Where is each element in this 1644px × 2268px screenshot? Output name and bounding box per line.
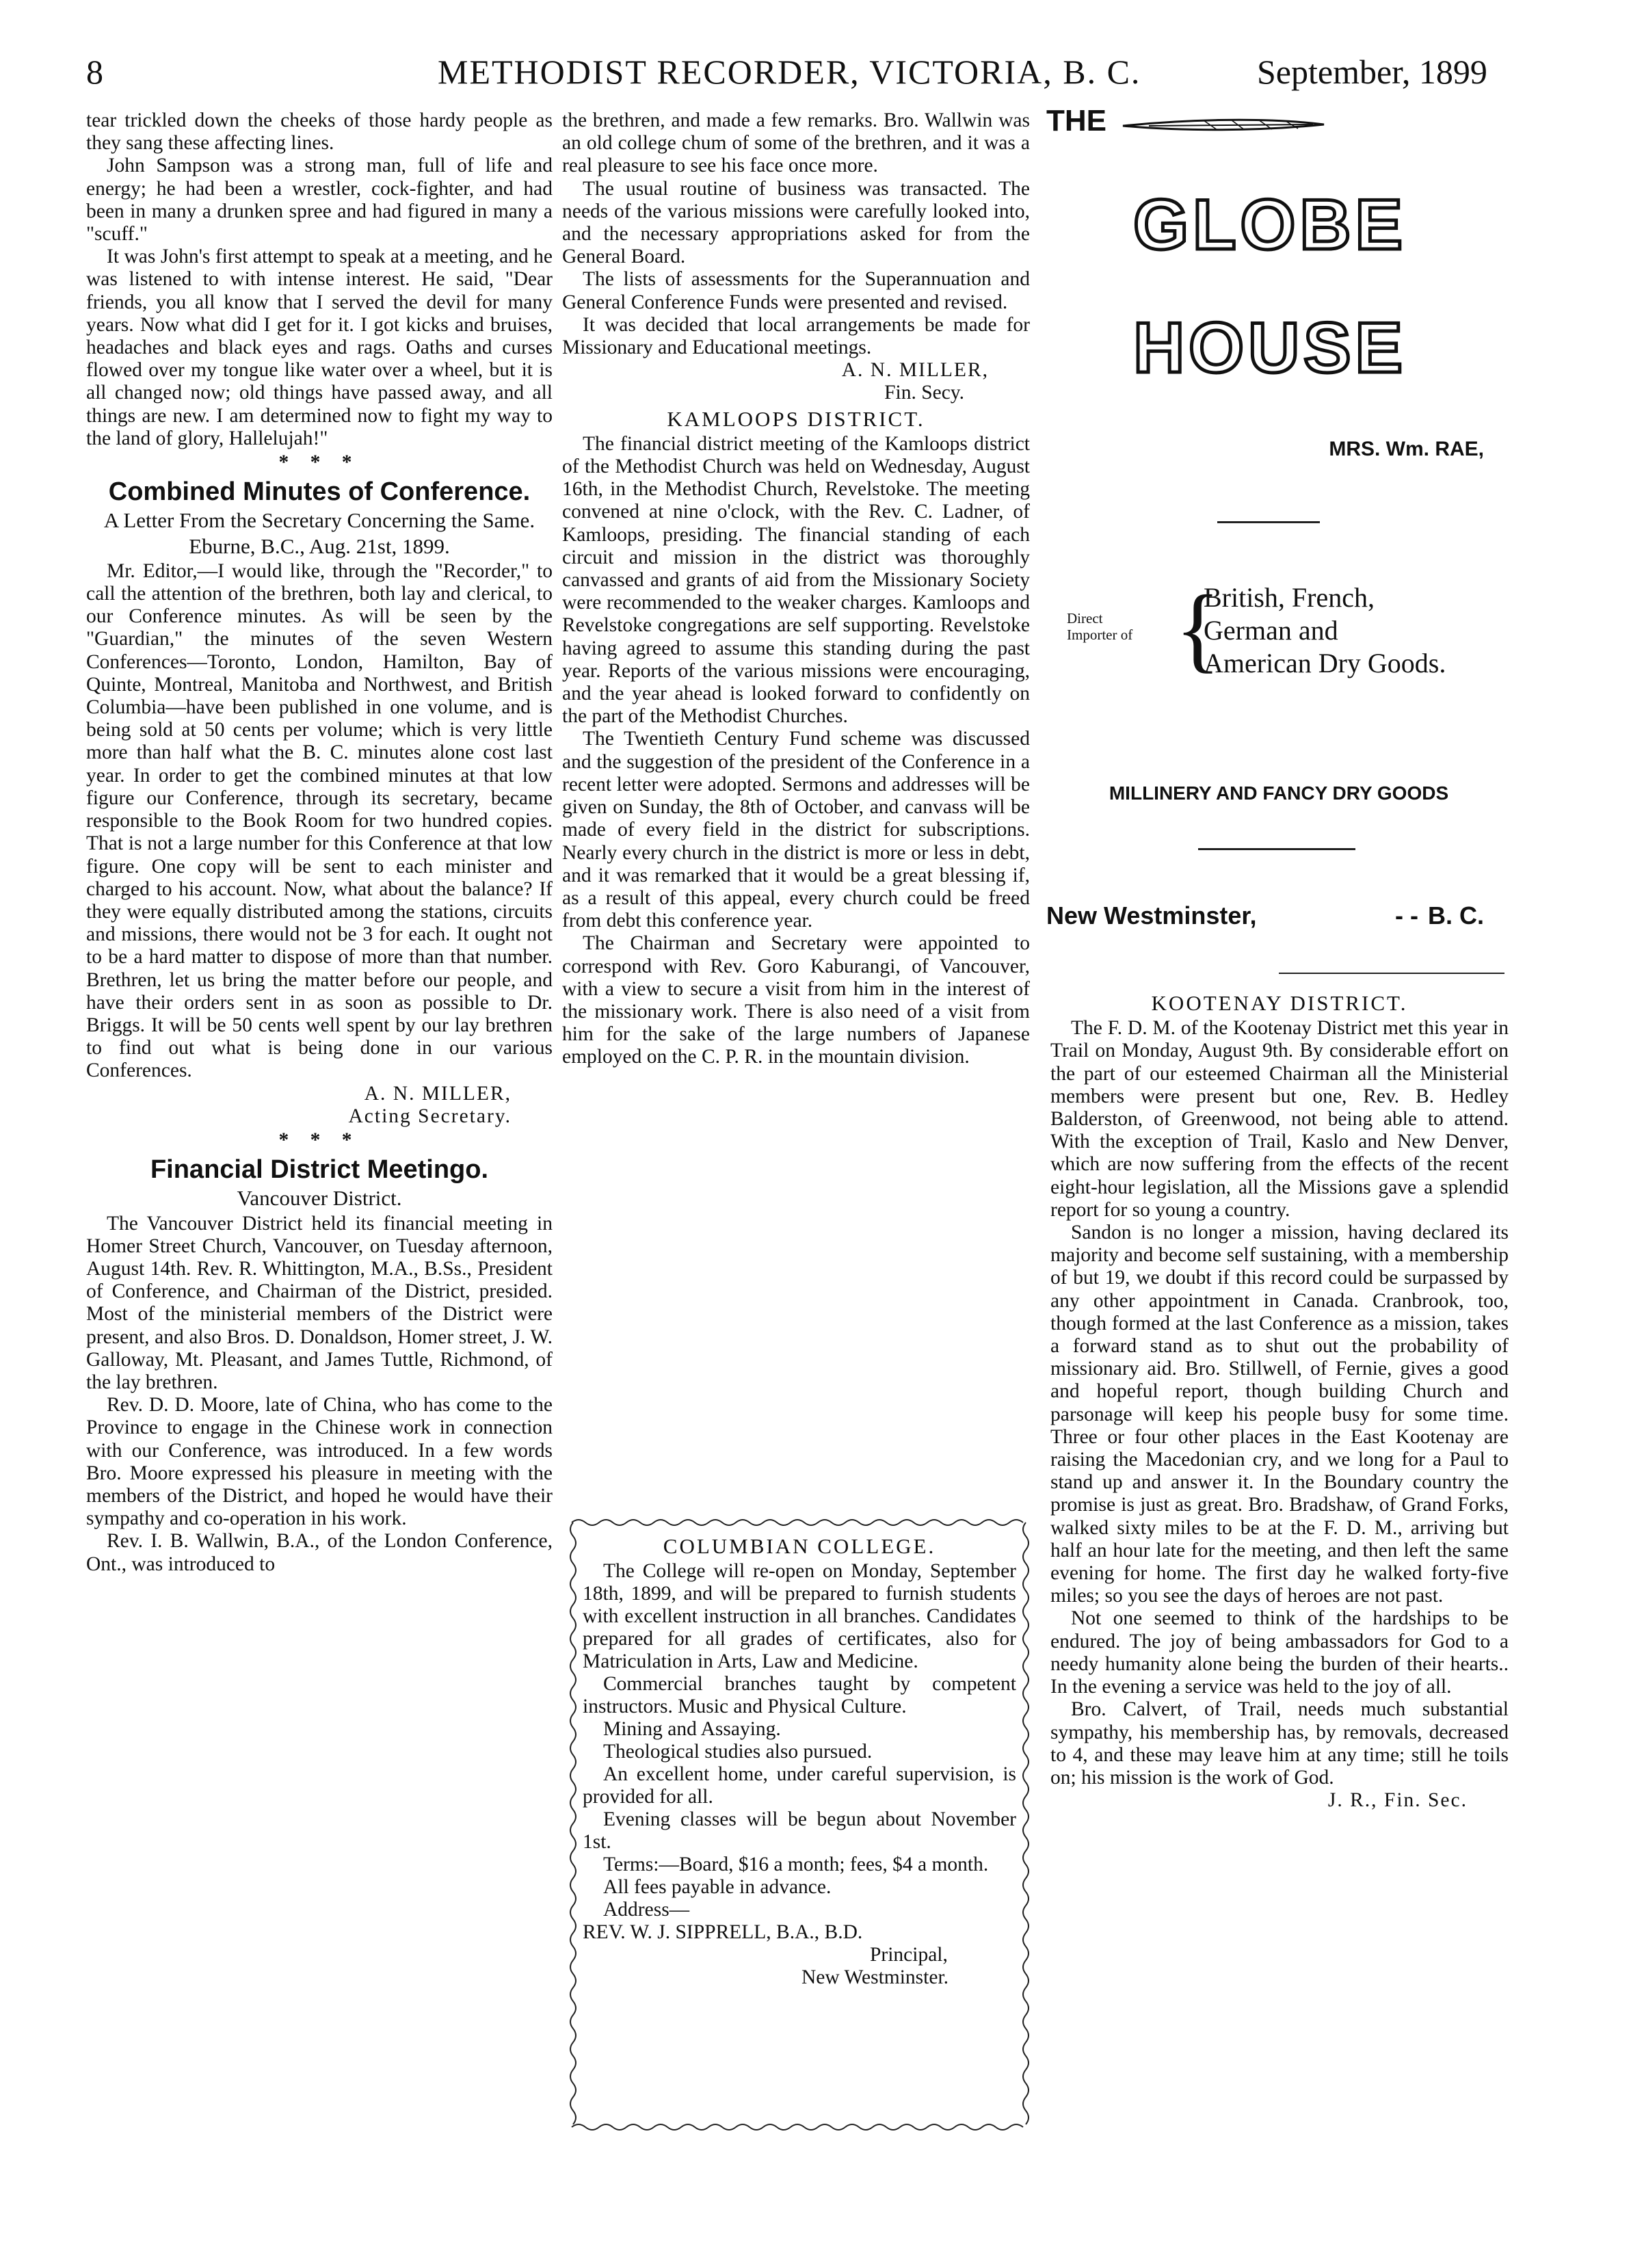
letter-dateline: Eburne, B.C., Aug. 21st, 1899. xyxy=(189,533,450,558)
paragraph: All fees payable in advance. xyxy=(603,1876,832,1898)
college-notice-box xyxy=(568,1517,1031,2133)
ad-the-label: THE xyxy=(1046,104,1106,137)
paragraph: The College will re-open on Monday, September 18th, 1899, and will be prepared to furnish students with excellent instruction in all branches. Candidates prepared for all grades of certificates, also for Matriculation in Arts, Law and Medicine. xyxy=(583,1560,1016,1672)
article-heading-financial-district: Financial District Meetingo. xyxy=(150,1155,489,1185)
divider-rule xyxy=(1279,973,1504,974)
paragraph: the brethren, and made a few remarks. Bro. Wallwin was an old college chum of some of the brethren, and it was a real pleasure to see his face once more. xyxy=(562,109,1030,177)
paragraph: tear trickled down the cheeks of those hardy people as they sang these affecting lines. xyxy=(86,109,553,155)
ad-millinery-line: MILLINERY AND FANCY DRY GOODS xyxy=(1109,782,1449,804)
ad-goods-line: British, French, xyxy=(1204,582,1375,613)
district-subheading: Vancouver District. xyxy=(237,1186,402,1211)
paragraph: It was decided that local arrangements be made for Missionary and Educational meetings. xyxy=(562,313,1030,359)
paragraph: Commercial branches taught by competent instructors. Music and Physical Culture. xyxy=(583,1673,1016,1717)
district-heading-kootenay: KOOTENAY DISTRICT. xyxy=(1151,991,1408,1015)
ad-direct-importer-label xyxy=(1067,610,1132,643)
paragraph: Rev. I. B. Wallwin, B.A., of the London Conference, Ont., was introduced to xyxy=(86,1530,553,1575)
paragraph: Mining and Assaying. xyxy=(603,1718,781,1740)
divider-rule xyxy=(1198,848,1355,850)
college-signature-place: New Westminster. xyxy=(801,1966,949,1988)
globe-house-advertisement xyxy=(1046,103,1511,985)
ad-proprietor: MRS. Wm. RAE, xyxy=(1329,438,1484,460)
paragraph: Address— xyxy=(603,1899,690,1921)
signature-name: A. N. MILLER, xyxy=(364,1082,512,1105)
paragraph: The lists of assessments for the Superannuation and General Conference Funds were presented and revised. xyxy=(562,268,1030,313)
column-right xyxy=(1050,989,1509,1812)
paragraph: Terms:—Board, $16 a month; fees, $4 a month. xyxy=(603,1854,989,1875)
feather-quill-icon xyxy=(1122,114,1327,138)
paragraph: The usual routine of business was transacted. The needs of the various missions were carefully looked into, and the necessary appropriations asked for from the General Board. xyxy=(562,177,1030,268)
paragraph: The Vancouver District held its financial meeting in Homer Street Church, Vancouver, on Tuesday afternoon, August 14th. Rev. R. Whittington, M.A., B.Ss., President of Conference, and Chairman of the District, presided. Most of the ministerial members of the District were present, and also Bros. D. Donaldson, Homer street, J. W. Galloway, Mt. Pleasant, and James Tuttle, Richmond, of the lay brethren. xyxy=(86,1212,553,1393)
paragraph: Mr. Editor,—I would like, through the "Recorder," to call the attention of the brethren, both lay and clerical, to our Conference minutes. As will be seen by the "Guardian," the minutes of the seven Western Conferences—Toronto, London, Hamilton, Bay of Quinte, Montreal, Manitoba and Northwest, and British Columbia—have been published in one volume, and is being sold at 50 cents per volume; which is very little more than half what the B. C. minutes alone cost last year. In order to get the combined minutes at that low figure our Conference, through its secretary, became responsible to the Book Room for two hundred copies. That is not a large number for this Conference at that low figure. One copy will be sent to each minister and charged to his account. Now, what about the balance? If they were equally distributed among the stations, circuits and missions, there would not be 3 for each. It ought not to be a hard matter to dispose of more than that number. Brethren, let us bring the matter before our people, and have their orders sent in as soon as possible to Dr. Briggs. It will be 50 cents well spent by our lay brethren to find out what is being done in our various Conferences. xyxy=(86,559,553,1082)
section-divider-stars: * * * xyxy=(278,451,360,474)
divider-rule xyxy=(1217,521,1320,523)
ad-direct-label: Direct xyxy=(1067,610,1103,627)
ad-importer-label: Importer of xyxy=(1067,627,1133,643)
paragraph: The F. D. M. of the Kootenay District met this year in Trail on Monday, August 9th. By considerable effort on the part of our esteemed Chairman all the Ministerial members were present but one, Rev. B. Hedley Balderston, of Greenwood, not being able to attend. With the exception of Trail, Kaslo and New Denver, which are now suffering from the effects of the recent eight-hour legislation, all the Missions gave a splendid report for so young a country. xyxy=(1050,1017,1509,1221)
article-subheading: A Letter From the Secretary Concerning the Same. xyxy=(103,508,535,533)
brace-symbol: { xyxy=(1175,576,1221,682)
paragraph: Theological studies also pursued. xyxy=(603,1741,873,1763)
paragraph: The Chairman and Secretary were appointed to correspond with Rev. Goro Kaburangi, of Vancouver, with a view to secure a visit from him in the interest of the missionary work. There is also need of a visit from him for the sake of the large numbers of Japanese employed on the C. P. R. in the mountain division. xyxy=(562,932,1030,1068)
paragraph: Bro. Calvert, of Trail, needs much substantial sympathy, his membership has, by removals, decreased to 4, and these may leave him at any time; still he toils on; his mission is the work of God. xyxy=(1050,1698,1509,1789)
ad-goods-line: American Dry Goods. xyxy=(1204,648,1446,678)
article-heading-combined-minutes: Combined Minutes of Conference. xyxy=(108,477,531,507)
college-signature-name: REV. W. J. SIPPRELL, B.A., B.D. xyxy=(583,1921,863,1943)
signature: J. R., Fin. Sec. xyxy=(1327,1789,1468,1812)
district-heading-kamloops: KAMLOOPS DISTRICT. xyxy=(667,406,925,431)
masthead-title: METHODIST RECORDER, VICTORIA, B. C. xyxy=(438,53,1141,91)
ad-goods-list xyxy=(1204,581,1446,680)
paragraph: Sandon is no longer a mission, having declared its majority and become self sustaining, with a membership of but 19, we doubt if this record could be surpassed by any other appointment in Canada. Cranbrook, too, though formed at the last Conference as a mission, takes a forward stand as to shut out the probability of missionary aid. Bro. Stillwell, of Fernie, gives a good and hopeful report, though building Church and parsonage will keep his people busy for some time. Three or four other places in the East Kootenay are raising the Macedonian cry, and we long for a Paul to stand up and answer it. In the Boundary country the promise is just as great. Bro. Bradshaw, of Grand Forks, walked sixty miles to be at the F. D. M., arriving but half an hour late for the meeting, and then left the same evening for home. The first day he walked forty-five miles; so you see the days of heroes are not past. xyxy=(1050,1222,1509,1607)
ad-globe-wordmark: GLOBE xyxy=(1133,185,1407,265)
ad-goods-line: German and xyxy=(1204,615,1338,646)
ad-house-wordmark: HOUSE xyxy=(1133,308,1407,388)
column-left xyxy=(86,109,553,1576)
section-divider-stars: * * * xyxy=(278,1129,360,1151)
signature-title: Acting Secretary. xyxy=(348,1105,512,1127)
paragraph: Rev. D. D. Moore, late of China, who has come to the Province to engage in the Chinese work in connection with our Conference, was introduced. In a few words Bro. Moore expressed his pleasure in meeting with the members of the District, and hoped he would have their sympathy and co-operation in his work. xyxy=(86,1394,553,1530)
signature-title: Fin. Secy. xyxy=(884,382,964,404)
signature-name: A. N. MILLER, xyxy=(841,359,989,382)
paragraph: An excellent home, under careful supervision, is provided for all. xyxy=(583,1763,1016,1808)
paragraph: Evening classes will be begun about November 1st. xyxy=(583,1808,1016,1853)
issue-date: September, 1899 xyxy=(1257,53,1487,91)
column-middle xyxy=(562,109,1030,1069)
ad-city: New Westminster, xyxy=(1046,901,1257,929)
paragraph: The financial district meeting of the Kamloops district of the Methodist Church was held on Wednesday, August 16th, in the Methodist Church, Revelstoke. The meeting convened at nine o'clock, with the Rev. C. Ladner, of Kamloops, presiding. The financial standing of each circuit and mission in the district was thoroughly canvassed and grants of aid from the Missionary Society were recommended to the weaker charges. Kamloops and Revelstoke congregations are self supporting. Revelstoke having agreed to assume this standing during the past year. Reports of the various missions were encouraging, and the year ahead is looked forward to confidently on the part of the Methodist Churches. xyxy=(562,432,1030,728)
paragraph: The Twentieth Century Fund scheme was discussed and the suggestion of the president of the Conference in a recent letter were adopted. Sermons and addresses will be given on Sunday, the 8th of October, and canvass will be made of every field in the district for subscriptions. Nearly every church in the district is more or less in debt, and it was remarked that it would be a great blessing if, as a result of this appeal, every church could be freed from debt this conference year. xyxy=(562,728,1030,932)
college-heading: COLUMBIAN COLLEGE. xyxy=(663,1534,936,1558)
ad-province: B. C. xyxy=(1427,901,1484,929)
ad-dash: - - xyxy=(1395,901,1418,929)
college-notice-content xyxy=(583,1532,1016,1989)
paragraph: John Sampson was a strong man, full of life and energy; he had been a wrestler, cock-fighter, and had been in many a drunken spree and had figured in many a "scuff." xyxy=(86,155,553,246)
page-number: 8 xyxy=(86,53,103,91)
paragraph: Not one seemed to think of the hardships to be endured. The joy of being ambassadors for God to a needy humanity alone being the burden of their hearts.. In the evening a service was held to the joy of all. xyxy=(1050,1607,1509,1698)
college-signature-title: Principal, xyxy=(870,1944,948,1966)
paragraph: It was John's first attempt to speak at a meeting, and he was listened to with intense interest. He said, "Dear friends, you all know that I served the devil for many years. Now what did I get for it. I got kicks and bruises, headaches and black eyes and rags. Oaths and curses flowed over my tongue like water over a wheel, but it is all changed now; old things have passed away, and all things are new. I am determined now to fight my way to the land of glory, Hallelujah!" xyxy=(86,246,553,449)
